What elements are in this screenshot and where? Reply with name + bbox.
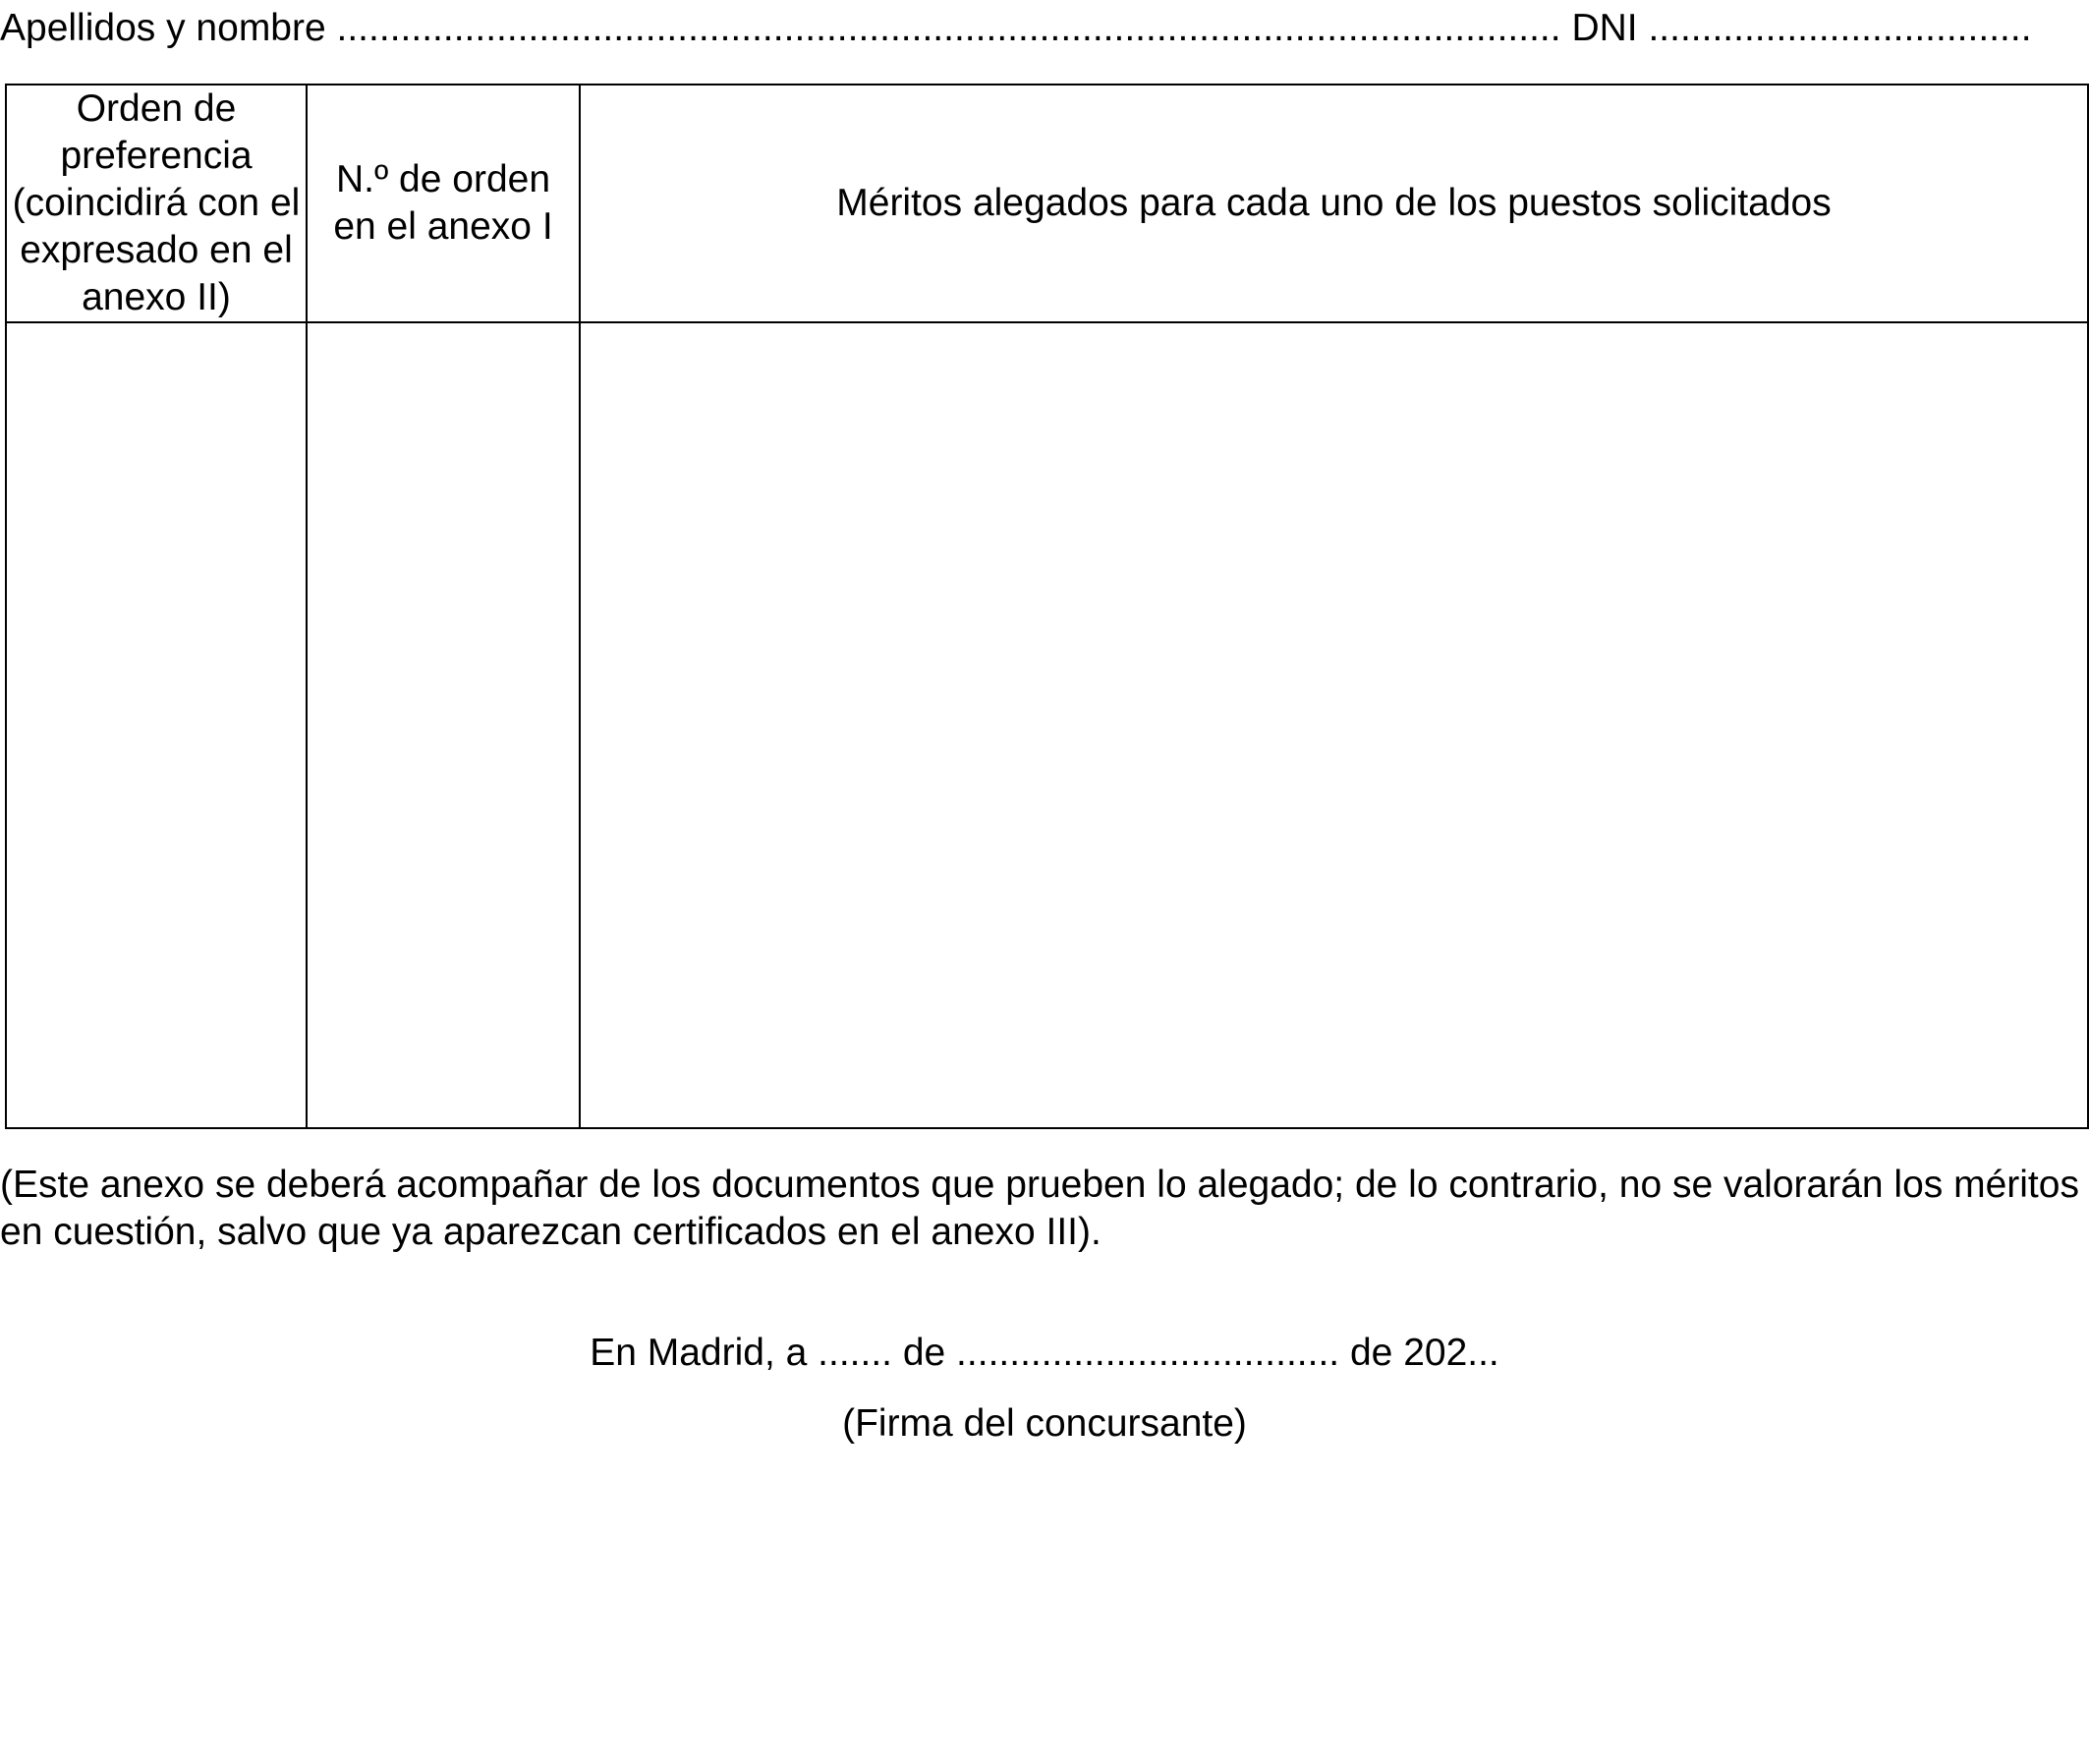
table-row [6, 322, 2088, 1128]
annex-order-number-cell[interactable] [307, 322, 580, 1128]
place-date-line: En Madrid, a ....... de .................................... de 202... [590, 1332, 1499, 1374]
column-header-text: Orden de preferencia (coincidirá con el expresado en el anexo II) [12, 87, 301, 318]
dni-label: DNI [1571, 7, 1638, 49]
column-header-alleged-merits [580, 85, 2088, 322]
name-field-dots[interactable]: ................................................................................................................... [336, 7, 1561, 49]
column-header-preference-order [6, 85, 307, 322]
table-header-row [6, 85, 2088, 322]
merits-table [5, 84, 2089, 1129]
signature-label: (Firma del concursante) [842, 1402, 1247, 1445]
alleged-merits-cell[interactable] [580, 322, 2088, 1128]
applicant-line [0, 4, 2089, 53]
column-header-text: Méritos alegados para cada uno de los puestos solicitados [836, 182, 1832, 224]
column-header-annex-order-number [307, 85, 580, 322]
preference-order-cell[interactable] [6, 322, 307, 1128]
name-label: Apellidos y nombre [0, 7, 326, 49]
annex-note: (Este anexo se deberá acompañar de los documentos que prueben lo alegado; de lo contrario, no se valorarán los méritos en cuestión, salvo que ya aparezcan certificados en el anexo III). [0, 1164, 2079, 1253]
column-header-text: N.º de orden en el anexo I [333, 158, 553, 248]
dni-field-dots[interactable]: .................................... [1648, 7, 2032, 49]
